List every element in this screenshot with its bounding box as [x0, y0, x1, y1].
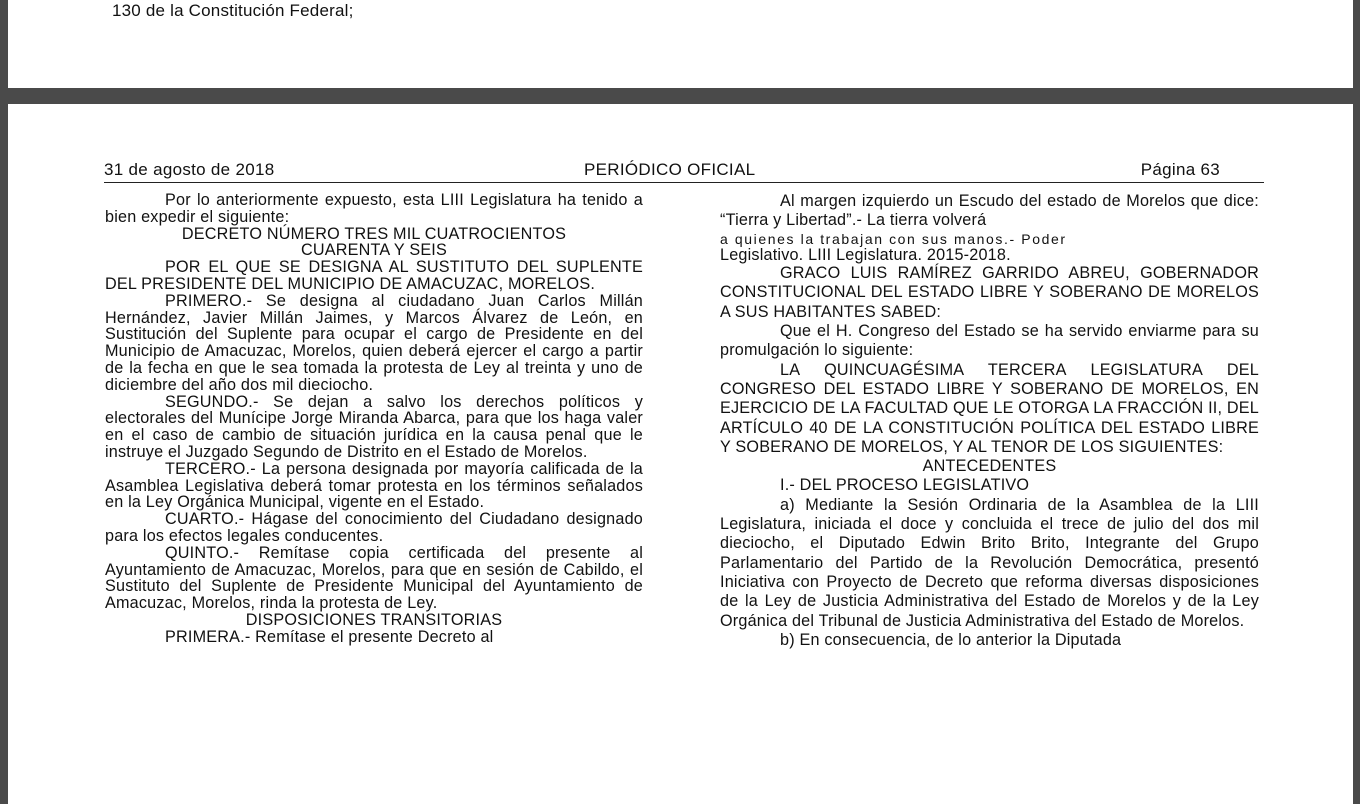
page-header	[104, 160, 1264, 182]
article-quinto: QUINTO.- Remítase copia certificada del presente al Ayuntamiento de Amacuzac, Morelos, para que en sesión de Cabildo, el Sustituto del Suplente de Presidente Municipal del Ayuntamiento de Amacuzac, Morelos, rinda la protesta de Ley.	[105, 543, 643, 613]
article-tercero: TERCERO.- La persona designada por mayoría calificada de la Asamblea Legislativa deberá tomar protesta en los términos señalados en la Ley Orgánica Municipal, vigente en el Estado.	[105, 459, 643, 512]
article-primero: PRIMERO.- Se designa al ciudadano Juan Carlos Millán Hernández, Javier Millán Jaimes, y Marcos Álvarez de León, en Sustitución del Suplente para ocupar el cargo de Presidente en del Municipio de Amacuzac, Morelos, quien deberá ejercer el cargo a partir de la fecha en que le sea tomada la protesta de Ley al treinta y uno de diciembre del año dos mil dieciocho.	[105, 291, 643, 394]
document-page	[8, 104, 1353, 804]
item-a: a) Mediante la Sesión Ordinaria de la Asamblea de la LIII Legislatura, iniciada el doce y concluida el trece de julio del dos mil dieciocho, el Diputado Edwin Brito Brito, Integrante del Grupo Parlamentario del Partido de la Revolución Democrática, presentó Iniciativa con Proyecto de Decreto que reforma diversas disposiciones de la Ley de Justicia Administrativa del Estado de Morelos y de la Ley Orgánica del Tribunal de Justicia Administrativa del Estado de Morelos.	[720, 495, 1259, 630]
left-column	[105, 192, 643, 646]
escudo-paragraph: Al margen izquierdo un Escudo del estado de Morelos que dice: “Tierra y Libertad”.- La tierra volverá	[720, 192, 1259, 230]
previous-page	[8, 0, 1353, 88]
antecedentes-heading: ANTECEDENTES	[922, 457, 1057, 476]
congress-paragraph: Que el H. Congreso del Estado se ha servido enviarme para su promulgación lo siguiente:	[720, 322, 1259, 360]
proceso-heading: I.- DEL PROCESO LEGISLATIVO	[780, 476, 1030, 495]
intro-paragraph: Por lo anteriormente expuesto, esta LIII Legislatura ha tenido a bien expedir el siguiente:	[105, 191, 643, 226]
article-segundo: SEGUNDO.- Se dejan a salvo los derechos políticos y electorales del Munícipe Jorge Miranda Abarca, para que los haga valer en el caso de cambio de situación jurídica en la causa penal que le instruye el Juzgado Segundo de Distrito en el Estado de Morelos.	[105, 392, 643, 461]
decree-subject: POR EL QUE SE DESIGNA AL SUSTITUTO DEL SUPLENTE DEL PRESIDENTE DEL MUNICIPIO DE AMACUZAC, MORELOS.	[105, 258, 643, 293]
header-publication: PERIÓDICO OFICIAL	[584, 160, 756, 179]
decree-title-line-1: DECRETO NÚMERO TRES MIL CUATROCIENTOS	[181, 224, 567, 243]
header-page-number: Página 63	[1140, 160, 1220, 179]
governor-paragraph: GRACO LUIS RAMÍREZ GARRIDO ABREU, GOBERNADOR CONSTITUCIONAL DEL ESTADO LIBRE Y SOBERANO DE MORELOS A SUS HABITANTES SABED:	[720, 264, 1259, 321]
legislature-paragraph: LA QUINCUAGÉSIMA TERCERA LEGISLATURA DEL CONGRESO DEL ESTADO LIBRE Y SOBERANO DE MORELOS, EN EJERCICIO DE LA FACULTAD QUE LE OTORGA LA FRACCIÓN II, DEL ARTÍCULO 40 DE LA CONSTITUCIÓN POLÍTICA DEL ESTADO LIBRE Y SOBERANO DE MORELOS, Y AL TENOR DE LOS SIGUIENTES:	[720, 360, 1259, 456]
decree-title-line-2: CUARENTA Y SEIS	[300, 241, 448, 260]
escudo-paragraph-cont: a quienes la trabajan con sus manos.- Poder	[720, 230, 1067, 247]
item-b: b) En consecuencia, de lo anterior la Diputada	[780, 630, 1122, 649]
article-cuarto: CUARTO.- Hágase del conocimiento del Ciudadano designado para los efectos legales conducentes.	[105, 510, 643, 545]
header-date: 31 de agosto de 2018	[104, 160, 275, 179]
right-column	[720, 192, 1259, 650]
header-rule	[104, 182, 1264, 183]
transitory-heading: DISPOSICIONES TRANSITORIAS	[245, 610, 503, 629]
transitory-primera: PRIMERA.- Remítase el presente Decreto al	[165, 627, 494, 646]
previous-page-last-line: 130 de la Constitución Federal;	[112, 1, 354, 20]
escudo-paragraph-end: Legislativo. LIII Legislatura. 2015-2018.	[720, 246, 1011, 265]
